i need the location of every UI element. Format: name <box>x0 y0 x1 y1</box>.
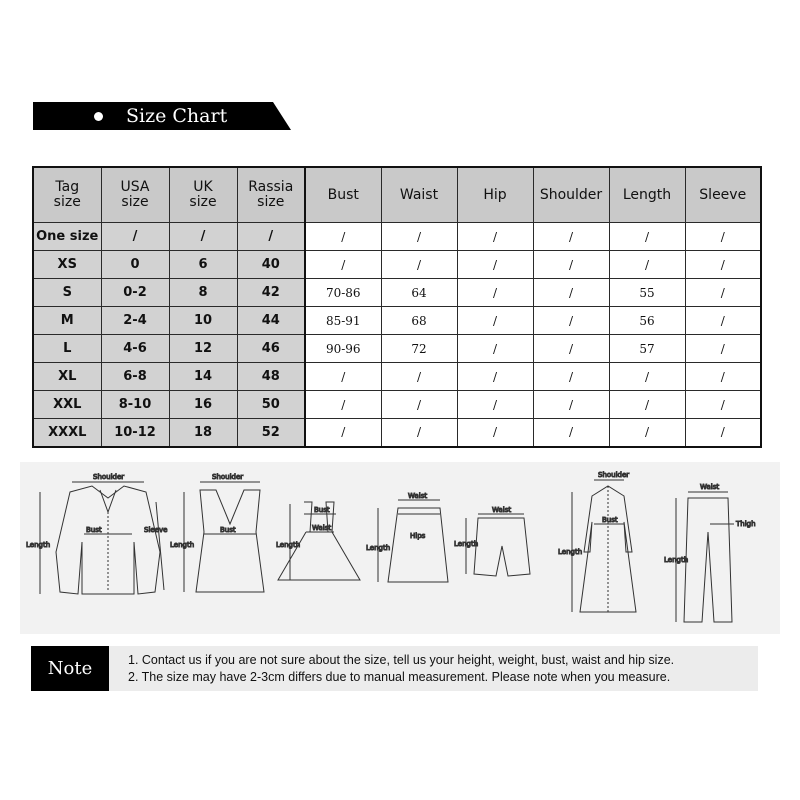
size-chart-banner <box>33 102 293 130</box>
table-cell: / <box>533 279 609 307</box>
table-cell: 10 <box>169 307 237 335</box>
table-cell: / <box>685 363 761 391</box>
header-hip: Hip <box>457 167 533 223</box>
header-rassia-size: Rassia size <box>237 167 305 223</box>
table-cell: 14 <box>169 363 237 391</box>
table-cell: / <box>237 223 305 251</box>
table-cell: / <box>609 251 685 279</box>
table-cell: / <box>381 363 457 391</box>
table-cell: / <box>533 251 609 279</box>
table-cell: / <box>101 223 169 251</box>
table-row <box>33 335 761 363</box>
blouse-sketch-icon <box>26 473 167 594</box>
table-row <box>33 391 761 419</box>
table-cell: 42 <box>237 279 305 307</box>
skirt-label-waist: Waist <box>408 492 428 500</box>
table-cell: / <box>685 307 761 335</box>
top-label-bust: Bust <box>220 526 236 534</box>
table-cell: / <box>305 223 381 251</box>
table-cell: / <box>609 363 685 391</box>
table-cell: 6-8 <box>101 363 169 391</box>
table-cell: / <box>685 419 761 447</box>
table-cell: 72 <box>381 335 457 363</box>
table-cell: 70-86 <box>305 279 381 307</box>
table-cell: 0 <box>101 251 169 279</box>
table-row <box>33 279 761 307</box>
table-cell: 12 <box>169 335 237 363</box>
table-cell: 4-6 <box>101 335 169 363</box>
table-cell: / <box>685 335 761 363</box>
tag-size-cell: L <box>33 335 101 363</box>
table-cell: / <box>533 335 609 363</box>
vneck-top-sketch-icon <box>170 473 264 592</box>
table-cell: / <box>533 223 609 251</box>
tag-size-cell: XS <box>33 251 101 279</box>
table-cell: 57 <box>609 335 685 363</box>
table-cell: / <box>305 419 381 447</box>
blouse-label-shoulder: Shoulder <box>93 473 125 481</box>
header-tag-size: Tag size <box>33 167 101 223</box>
shorts-sketch-icon <box>454 506 530 576</box>
skirt-sketch-icon <box>366 492 448 582</box>
shorts-label-waist: Waist <box>492 506 512 514</box>
table-row <box>33 223 761 251</box>
coat-label-shoulder: Shoulder <box>598 471 630 479</box>
table-row <box>33 251 761 279</box>
table-cell: / <box>381 251 457 279</box>
trousers-sketch-icon <box>664 483 756 622</box>
note-label: Note <box>31 646 109 691</box>
top-label-shoulder: Shoulder <box>212 473 244 481</box>
blouse-label-bust: Bust <box>86 526 102 534</box>
table-cell: 52 <box>237 419 305 447</box>
header-waist: Waist <box>381 167 457 223</box>
table-cell: / <box>685 251 761 279</box>
table-cell: 16 <box>169 391 237 419</box>
table-cell: 46 <box>237 335 305 363</box>
table-cell: / <box>533 363 609 391</box>
blouse-label-sleeve: Sleeve <box>144 526 168 534</box>
table-cell: 8-10 <box>101 391 169 419</box>
table-cell: / <box>533 391 609 419</box>
table-cell: 85-91 <box>305 307 381 335</box>
table-cell: / <box>533 419 609 447</box>
table-cell: / <box>609 419 685 447</box>
table-cell: 0-2 <box>101 279 169 307</box>
table-cell: / <box>457 363 533 391</box>
table-cell: / <box>609 223 685 251</box>
table-cell: / <box>169 223 237 251</box>
note-line-1: 1. Contact us if you are not sure about the size, tell us your height, weight, bust, waist and hip size. <box>128 653 675 667</box>
tag-size-cell: XL <box>33 363 101 391</box>
header-sleeve: Sleeve <box>685 167 761 223</box>
table-cell: / <box>457 335 533 363</box>
table-cell: 18 <box>169 419 237 447</box>
table-cell: / <box>305 391 381 419</box>
table-cell: 6 <box>169 251 237 279</box>
note-bar <box>31 646 758 691</box>
table-cell: 44 <box>237 307 305 335</box>
header-uk-size: UK size <box>169 167 237 223</box>
table-cell: / <box>305 363 381 391</box>
banner-title: Size Chart <box>126 105 228 127</box>
table-cell: / <box>381 419 457 447</box>
table-cell: / <box>457 251 533 279</box>
size-table <box>32 166 762 448</box>
header-bust: Bust <box>305 167 381 223</box>
table-cell: / <box>533 307 609 335</box>
header-shoulder: Shoulder <box>533 167 609 223</box>
pants-label-waist: Waist <box>700 483 720 491</box>
table-cell: / <box>685 279 761 307</box>
slip-dress-sketch-icon <box>276 502 360 580</box>
dress-label-bust: Bust <box>314 506 330 514</box>
header-length: Length <box>609 167 685 223</box>
table-cell: 10-12 <box>101 419 169 447</box>
pants-label-length: Length <box>664 556 689 564</box>
tag-size-cell: M <box>33 307 101 335</box>
table-cell: / <box>609 391 685 419</box>
measurement-diagrams <box>20 462 780 634</box>
tag-size-cell: One size <box>33 223 101 251</box>
trench-coat-sketch-icon <box>558 471 636 612</box>
table-cell: 64 <box>381 279 457 307</box>
table-header-row <box>33 167 761 223</box>
table-cell: 55 <box>609 279 685 307</box>
tag-size-cell: S <box>33 279 101 307</box>
table-row <box>33 419 761 447</box>
pants-label-thigh: Thigh <box>736 520 756 528</box>
table-cell: / <box>457 419 533 447</box>
table-cell: / <box>381 223 457 251</box>
table-cell: / <box>457 391 533 419</box>
table-cell: / <box>381 391 457 419</box>
table-row <box>33 307 761 335</box>
coat-label-bust: Bust <box>602 516 618 524</box>
table-cell: / <box>685 391 761 419</box>
table-cell: 56 <box>609 307 685 335</box>
note-line-2: 2. The size may have 2-3cm differs due to manual measurement. Please note when you measure. <box>128 670 671 684</box>
table-cell: 90-96 <box>305 335 381 363</box>
tag-size-cell: XXL <box>33 391 101 419</box>
table-cell: / <box>457 307 533 335</box>
table-cell: 8 <box>169 279 237 307</box>
tag-size-cell: XXXL <box>33 419 101 447</box>
coat-label-length: Length <box>558 548 583 556</box>
table-cell: / <box>457 223 533 251</box>
table-cell: / <box>685 223 761 251</box>
blouse-label-length: Length <box>26 541 51 549</box>
dress-label-waist: Waist <box>312 524 332 532</box>
skirt-label-length: Length <box>366 544 391 552</box>
table-cell: 50 <box>237 391 305 419</box>
table-cell: / <box>305 251 381 279</box>
table-cell: 2-4 <box>101 307 169 335</box>
table-cell: 48 <box>237 363 305 391</box>
table-cell: / <box>457 279 533 307</box>
bullet-dot-icon <box>94 112 103 121</box>
skirt-label-hips: Hips <box>410 532 426 540</box>
shorts-label-length: Length <box>454 540 479 548</box>
top-label-length: Length <box>170 541 195 549</box>
table-row <box>33 363 761 391</box>
dress-label-length: Length <box>276 541 301 549</box>
header-usa-size: USA size <box>101 167 169 223</box>
table-cell: 40 <box>237 251 305 279</box>
table-cell: 68 <box>381 307 457 335</box>
